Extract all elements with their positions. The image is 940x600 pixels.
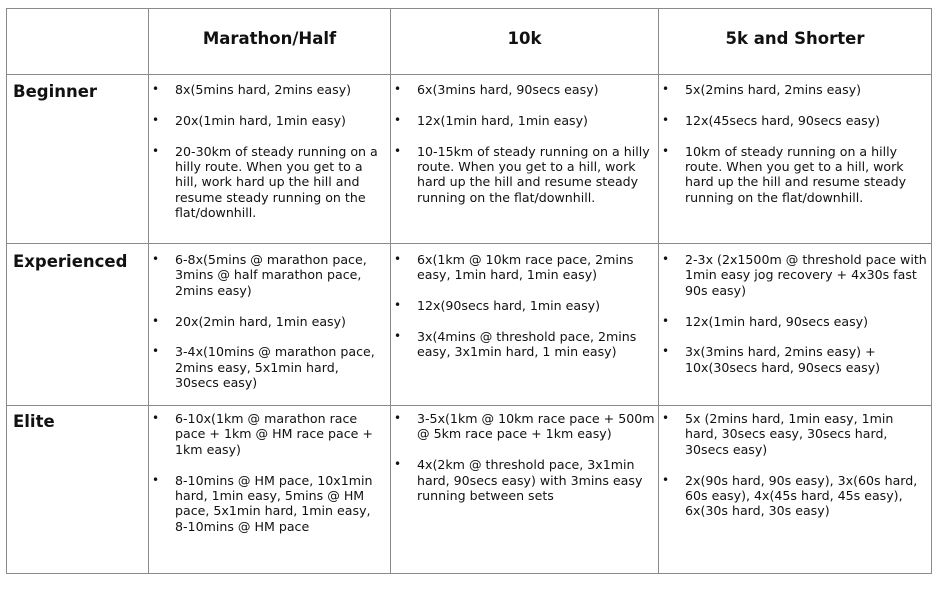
cell-beginner-marathon-half [150, 82, 386, 236]
training-table [6, 8, 932, 574]
list-item: • 3-5x(1km @ 10km race pace + 500m @ 5km race pace + 1km easy) [392, 411, 656, 442]
column-header-10k: 10k [507, 29, 542, 48]
row-header-beginner: Beginner [13, 82, 98, 101]
list-item: • 10km of steady running on a hilly route. When you get to a hill, work hard up the hill and resume steady running on the flat/downhill. [660, 144, 928, 206]
cell-beginner-5k [660, 82, 928, 221]
list-item: • 6x(3mins hard, 90secs easy) [392, 82, 656, 97]
column-header-marathon-half: Marathon/Half [202, 29, 337, 48]
list-item: • 8-10mins @ HM pace, 10x1min hard, 1min easy, 5mins @ HM pace, 5x1min hard, 1min easy, 8-10mins @ HM pace [150, 473, 386, 535]
list-item: • 12x(45secs hard, 90secs easy) [660, 113, 928, 128]
list-item: • 4x(2km @ threshold pace, 3x1min hard, 90secs easy) with 3mins easy running between sets [392, 457, 656, 503]
list-item: • 3x(4mins @ threshold pace, 2mins easy, 3x1min hard, 1 min easy) [392, 329, 656, 360]
column-divider [148, 9, 149, 573]
header-divider [7, 74, 931, 75]
row-divider [7, 243, 931, 244]
row-header-experienced: Experienced [13, 252, 128, 271]
cell-experienced-marathon-half [150, 252, 386, 406]
cell-experienced-5k [660, 252, 928, 391]
list-item: • 20x(2min hard, 1min easy) [150, 314, 386, 329]
list-item: • 6-10x(1km @ marathon race pace + 1km @ HM race pace + 1km easy) [150, 411, 386, 457]
column-divider [658, 9, 659, 573]
column-divider [390, 9, 391, 573]
list-item: • 12x(1min hard, 1min easy) [392, 113, 656, 128]
list-item: • 3-4x(10mins @ marathon pace, 2mins easy, 5x1min hard, 30secs easy) [150, 344, 386, 390]
list-item: • 3x(3mins hard, 2mins easy) + 10x(30secs hard, 90secs easy) [660, 344, 928, 375]
list-item: • 6-8x(5mins @ marathon pace, 3mins @ half marathon pace, 2mins easy) [150, 252, 386, 298]
list-item: • 2-3x (2x1500m @ threshold pace with 1min easy jog recovery + 4x30s fast 90s easy) [660, 252, 928, 298]
list-item: • 5x (2mins hard, 1min easy, 1min hard, 30secs easy, 30secs hard, 30secs easy) [660, 411, 928, 457]
list-item: • 10-15km of steady running on a hilly route. When you get to a hill, work hard up the hill and resume steady running on the flat/downhill. [392, 144, 656, 206]
cell-experienced-10k [392, 252, 656, 375]
list-item: • 12x(1min hard, 90secs easy) [660, 314, 928, 329]
cell-elite-5k [660, 411, 928, 534]
list-item: • 5x(2mins hard, 2mins easy) [660, 82, 928, 97]
row-divider [7, 405, 931, 406]
list-item: • 6x(1km @ 10km race pace, 2mins easy, 1min hard, 1min easy) [392, 252, 656, 283]
cell-elite-marathon-half [150, 411, 386, 550]
row-header-elite: Elite [13, 412, 55, 431]
cell-elite-10k [392, 411, 656, 519]
list-item: • 2x(90s hard, 90s easy), 3x(60s hard, 60s easy), 4x(45s hard, 45s easy), 6x(30s hard, 30s easy) [660, 473, 928, 519]
cell-beginner-10k [392, 82, 656, 221]
list-item: • 12x(90secs hard, 1min easy) [392, 298, 656, 313]
list-item: • 20-30km of steady running on a hilly route. When you get to a hill, work hard up the hill and resume steady running on the flat/downhill. [150, 144, 386, 221]
column-header-5k-and-shorter: 5k and Shorter [725, 29, 865, 48]
list-item: • 8x(5mins hard, 2mins easy) [150, 82, 386, 97]
list-item: • 20x(1min hard, 1min easy) [150, 113, 386, 128]
